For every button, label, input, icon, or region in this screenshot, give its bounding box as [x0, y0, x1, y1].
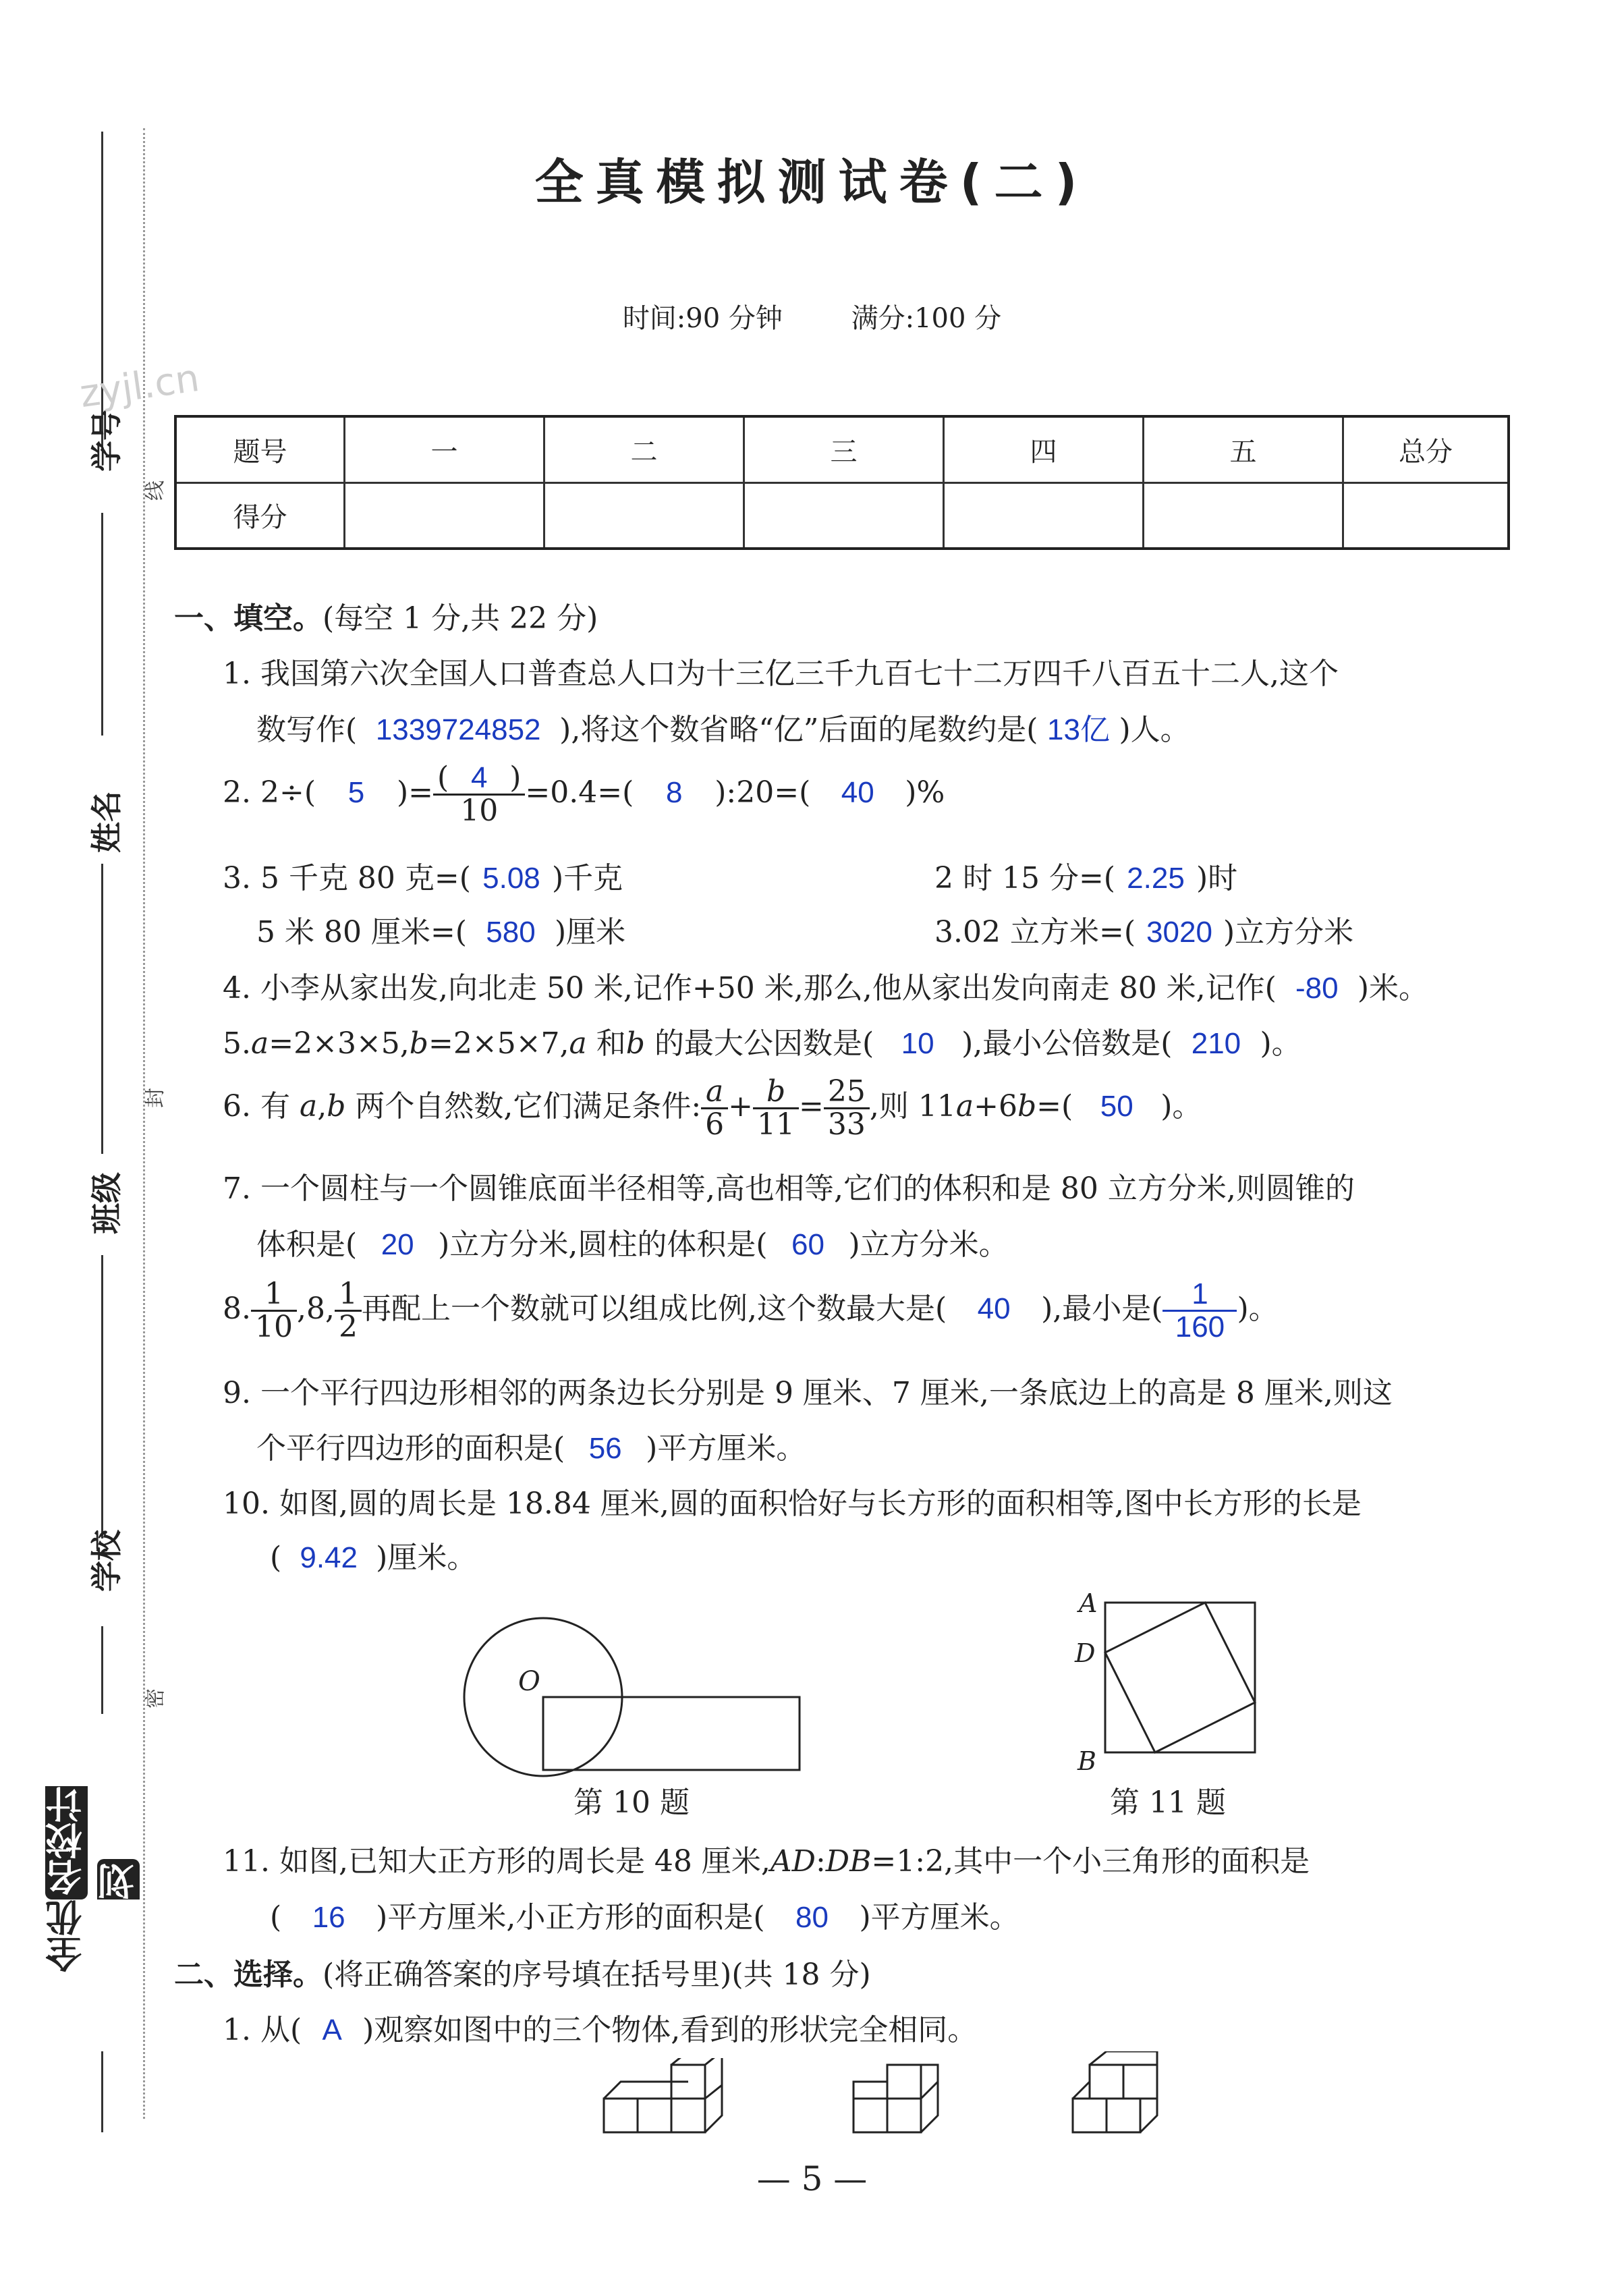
margin-label-school: 学校 — [88, 1530, 125, 1592]
margin-label-name: 姓名 — [88, 791, 125, 853]
answer-field[interactable]: 56 — [588, 1432, 622, 1465]
text: 2 时 15 分=( — [934, 861, 1115, 895]
point-label-d: D — [1075, 1638, 1096, 1668]
variable: a — [250, 1026, 269, 1061]
text: )人。 — [1119, 713, 1190, 747]
fraction-denominator: 2 — [338, 1310, 358, 1345]
answer-field[interactable]: 50 — [1100, 1090, 1133, 1124]
text: + — [728, 1089, 754, 1124]
answer-field[interactable]: 80 — [795, 1901, 829, 1934]
text: )。 — [1237, 1292, 1279, 1327]
text: )米。 — [1357, 971, 1428, 1005]
question-3-part-d — [934, 908, 1353, 951]
score-table-score-row — [175, 482, 1509, 549]
fraction-numerator: 25 — [824, 1076, 870, 1109]
text: =1:2,其中一个小三角形的面积是 — [871, 1844, 1310, 1879]
brand-box: 名校计划 — [45, 1786, 140, 1899]
margin-line — [101, 1626, 103, 1714]
text: )平方厘米。 — [646, 1431, 806, 1466]
outer-square — [1105, 1603, 1255, 1752]
page-title: 全真模拟测试卷(二) — [534, 154, 1090, 211]
variable: b — [625, 1026, 645, 1061]
point-label-b: B — [1077, 1746, 1096, 1776]
text: 6. 有 — [223, 1089, 290, 1124]
fraction-numerator: a — [701, 1076, 728, 1109]
question-7-line-2 — [256, 1220, 1009, 1263]
fraction — [753, 1076, 799, 1140]
margin-line — [101, 2051, 103, 2132]
score-input-cell[interactable] — [1144, 482, 1343, 549]
fraction — [335, 1279, 362, 1343]
answer-field[interactable]: A — [322, 2014, 342, 2047]
score-input-cell[interactable] — [345, 482, 544, 549]
text: , — [317, 1089, 327, 1124]
brand-logo — [40, 1768, 140, 1991]
page-number: — 5 — — [756, 2159, 868, 2198]
score-input-cell[interactable] — [1343, 482, 1509, 549]
cube-object-3 — [1069, 2051, 1171, 2139]
margin-line — [101, 864, 103, 1154]
text: )立方分米 — [1223, 915, 1354, 949]
text: ):20=( — [715, 775, 811, 810]
score-input-cell[interactable] — [944, 482, 1144, 549]
fraction-denominator: 10 — [254, 1310, 293, 1345]
inner-square — [1105, 1603, 1255, 1752]
cube-object-1 — [600, 2058, 729, 2139]
answer-field[interactable]: 8 — [666, 776, 683, 810]
text: )时 — [1196, 861, 1238, 895]
question-6 — [223, 1076, 1202, 1140]
text: 两个自然数,它们满足条件: — [345, 1089, 702, 1124]
table-cell: 二 — [544, 416, 744, 482]
answer-field[interactable]: 9.42 — [300, 1541, 358, 1574]
table-cell: 三 — [744, 416, 944, 482]
text: )= — [397, 775, 434, 810]
answer-fraction[interactable] — [1163, 1279, 1237, 1343]
answer-field[interactable]: 1339724852 — [375, 713, 541, 746]
text: 2. 2÷( — [223, 775, 316, 810]
answer-field[interactable]: 10 — [901, 1027, 934, 1060]
text: 1. 从( — [223, 2013, 302, 2047]
rectangle-shape — [543, 1697, 800, 1770]
fraction-numerator: 1 — [335, 1279, 362, 1312]
question-3-part-b — [934, 854, 1237, 897]
table-cell: 四 — [944, 416, 1144, 482]
section-note: (每空 1 分,共 22 分) — [323, 601, 598, 636]
answer-field[interactable]: 580 — [486, 916, 536, 949]
text: ( — [270, 1900, 282, 1935]
seal-secret-mark: 密 — [144, 1688, 167, 1709]
question-11-line-2 — [270, 1893, 1019, 1936]
margin-label-class: 班级 — [88, 1172, 125, 1234]
text: 5. — [223, 1026, 251, 1061]
text: 5 米 80 厘米=( — [256, 915, 467, 949]
text: )立方分米。 — [848, 1227, 1009, 1262]
text: : — [815, 1844, 826, 1879]
exam-info: 时间:90 分钟 满分:100 分 — [622, 303, 1002, 334]
section-title: 一、填空。 — [174, 601, 323, 636]
cube-object-2 — [850, 2058, 945, 2139]
answer-field[interactable]: 20 — [381, 1228, 414, 1261]
question-2-1 — [223, 2005, 977, 2049]
text: ),将这个数省略“亿”后面的尾数约是( — [559, 713, 1038, 747]
margin-label-student-number: 学号 — [88, 410, 125, 472]
question-10-line-1: 10. 如图,圆的周长是 18.84 厘米,圆的面积恰好与长方形的面积相等,图中长方形的长是 — [223, 1487, 1362, 1521]
question-1-line-1: 1. 我国第六次全国人口普查总人口为十三亿三千九百七十二万四千八百五十二人,这个 — [223, 657, 1339, 691]
text: )平方厘米,小正方形的面积是( — [376, 1900, 765, 1935]
answer-field[interactable]: 40 — [841, 776, 874, 810]
question-9-line-1: 9. 一个平行四边形相邻的两条边长分别是 9 厘米、7 厘米,一条底边上的高是 8 厘米,则这 — [223, 1376, 1393, 1410]
variable: DB — [825, 1844, 872, 1879]
text: )厘米 — [554, 915, 626, 949]
text: = — [799, 1089, 824, 1124]
score-input-cell[interactable] — [544, 482, 744, 549]
section-1-heading — [174, 594, 598, 637]
text: 8. — [223, 1292, 251, 1327]
question-2 — [223, 762, 945, 827]
margin-line — [101, 513, 103, 736]
answer-field[interactable]: 60 — [791, 1228, 824, 1261]
section-title: 二、选择。 — [174, 1958, 323, 1992]
score-input-cell[interactable] — [744, 482, 944, 549]
answer-field[interactable]: 4 — [470, 761, 488, 794]
text: 4. 小李从家出发,向北走 50 米,记作+50 米,那么,他从家出发向南走 80 米,记作( — [223, 971, 1277, 1005]
fraction — [251, 1279, 297, 1343]
answer-field[interactable]: 5 — [347, 776, 365, 810]
fraction-denominator: 11 — [757, 1107, 795, 1142]
variable: b — [327, 1089, 346, 1124]
fraction — [701, 1076, 728, 1140]
text: )。 — [1160, 1089, 1202, 1124]
text: 再配上一个数就可以组成比例,这个数最大是( — [361, 1292, 947, 1327]
figure-11-caption: 第 11 题 — [1110, 1785, 1226, 1820]
text: ,则 11 — [869, 1089, 956, 1124]
answer-field[interactable]: 3020 — [1146, 916, 1212, 949]
section-note: (将正确答案的序号填在括号里)(共 18 分) — [323, 1958, 871, 1992]
figure-10-diagram — [459, 1613, 810, 1788]
text: +6 — [974, 1089, 1017, 1124]
question-7-line-1: 7. 一个圆柱与一个圆锥底面半径相等,高也相等,它们的体积和是 80 立方分米,则圆锥的 — [223, 1171, 1355, 1206]
brand-prefix: 全优 — [45, 1899, 88, 1972]
question-5 — [223, 1019, 1301, 1062]
question-8 — [223, 1279, 1279, 1343]
text: 体积是( — [256, 1227, 358, 1262]
fraction-denominator: 160 — [1175, 1310, 1225, 1344]
variable: a — [299, 1089, 318, 1124]
text: ),最小公倍数是( — [961, 1026, 1173, 1061]
text: )厘米。 — [376, 1541, 477, 1575]
text: =2×3×5, — [269, 1026, 410, 1061]
fraction-numerator: 1 — [251, 1279, 297, 1312]
variable: a — [569, 1026, 587, 1061]
text: 和 — [586, 1026, 626, 1061]
fraction-denominator: 33 — [827, 1107, 866, 1142]
table-cell: 题号 — [175, 416, 345, 482]
text: 3.02 立方米=( — [934, 915, 1136, 949]
score-table — [174, 415, 1510, 550]
seal-line-mark: 线 — [144, 480, 167, 501]
score-table-header-row — [175, 416, 1509, 482]
variable: a — [955, 1089, 974, 1124]
table-cell: 五 — [1144, 416, 1343, 482]
text: )% — [905, 775, 945, 810]
answer-field[interactable]: 40 — [977, 1292, 1011, 1326]
answer-field[interactable]: 210 — [1191, 1027, 1241, 1060]
text: )。 — [1260, 1026, 1301, 1061]
variable: b — [1017, 1089, 1037, 1124]
question-9-line-2 — [256, 1424, 806, 1467]
margin-dotted-line — [143, 128, 145, 2119]
figure-11-diagram — [1069, 1582, 1265, 1778]
margin-line — [101, 1255, 103, 1538]
fraction-denominator: 6 — [705, 1107, 725, 1142]
point-label-a: A — [1079, 1588, 1098, 1618]
question-3-part-c — [256, 908, 625, 951]
fraction-denominator: 10 — [460, 794, 499, 829]
table-cell: 得分 — [175, 482, 345, 549]
question-3-part-a — [223, 854, 623, 897]
variable: b — [409, 1026, 428, 1061]
text: ),最小是( — [1041, 1292, 1163, 1327]
question-4 — [223, 964, 1428, 1007]
section-2-heading — [174, 1950, 871, 1993]
answer-field[interactable]: -80 — [1295, 972, 1339, 1005]
fraction-numerator: ( 4 ) — [433, 762, 525, 796]
text: )千克 — [551, 861, 623, 895]
text: =( — [1036, 1089, 1073, 1124]
fraction-numerator: 1 — [1163, 1279, 1237, 1312]
figure-10-caption: 第 10 题 — [573, 1785, 690, 1820]
table-cell: 一 — [345, 416, 544, 482]
answer-field[interactable]: 2.25 — [1127, 862, 1185, 895]
text: 数写作( — [256, 713, 358, 747]
table-cell: 总分 — [1343, 416, 1509, 482]
answer-field[interactable]: 16 — [312, 1901, 345, 1934]
answer-field[interactable]: 13亿 — [1047, 713, 1110, 746]
text: )平方厘米。 — [859, 1900, 1019, 1935]
text: 的最大公因数是( — [644, 1026, 874, 1061]
answer-field[interactable]: 5.08 — [482, 862, 540, 895]
text: =2×5×7, — [428, 1026, 569, 1061]
fraction-numerator: b — [753, 1076, 799, 1109]
fraction — [824, 1076, 870, 1140]
question-11-line-1 — [223, 1837, 1310, 1880]
variable: AD — [770, 1844, 816, 1879]
question-10-line-2 — [270, 1533, 476, 1576]
text: 个平行四边形的面积是( — [256, 1431, 565, 1466]
watermark: zyjl.cn — [77, 356, 202, 417]
text: 11. 如图,已知大正方形的周长是 48 厘米, — [223, 1844, 771, 1879]
fraction — [433, 762, 525, 827]
text: )立方分米,圆柱的体积是( — [438, 1227, 768, 1262]
text: 3. 5 千克 80 克=( — [223, 861, 471, 895]
question-1-line-2 — [256, 705, 1190, 748]
text: ( — [270, 1541, 282, 1575]
circle-center-label: O — [518, 1666, 540, 1697]
text: )观察如图中的三个物体,看到的形状完全相同。 — [362, 2013, 978, 2047]
seal-seal-mark: 封 — [144, 1088, 167, 1108]
text: =0.4=( — [525, 775, 634, 810]
text: ,8, — [296, 1292, 335, 1327]
